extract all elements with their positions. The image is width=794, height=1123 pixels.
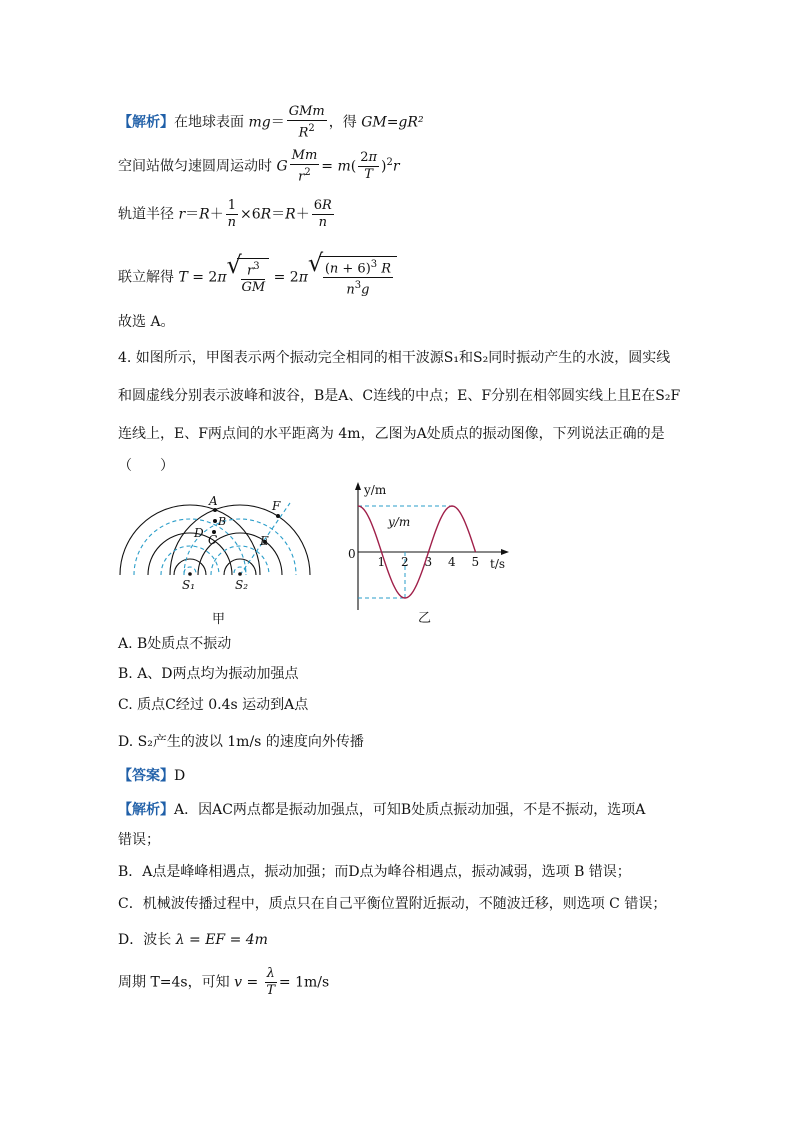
label-S1: S₁	[182, 578, 196, 592]
analysis-tag-2: 【解析】	[118, 802, 174, 818]
analysis-d2-eq: = 1m/s	[278, 974, 330, 991]
figure-jia	[112, 485, 317, 635]
analysis-d2: 周期 T=4s，可知	[118, 974, 230, 991]
prev-analysis-line-3: 轨道半径 r＝R＋ $\frac{1}{n}$ ×6R＝R＋ $\frac{6R}{n}$	[118, 198, 332, 230]
answer-value: D	[174, 768, 186, 784]
tick-label-1: 1	[377, 555, 386, 569]
option-d: D. S₂产生的波以 1m/s 的速度向外传播	[118, 734, 364, 750]
question-line-3: 连线上，E、F两点间的水平距离为 4m，乙图为A处质点的振动图像，下列说法正确的是	[118, 426, 665, 442]
label-S2: S₂	[235, 578, 249, 592]
yi-ylabel: y/m	[364, 483, 387, 497]
analysis-b: B．A点是峰峰相遇点，振动加强；而D点为峰谷相遇点，振动减弱，选项 B 错误；	[118, 864, 631, 880]
label-D: D	[194, 526, 204, 540]
prev-l1-result: GM=gR²	[361, 114, 424, 131]
caption-jia: 甲	[212, 612, 226, 627]
analysis-a2: 错误；	[118, 832, 160, 848]
option-c: C. 质点C经过 0.4s 运动到A点	[118, 697, 309, 713]
prev-l2-text: 空间站做匀速圆周运动时	[118, 158, 272, 175]
yi-xlabel: t/s	[490, 557, 506, 571]
label-A: A	[209, 494, 218, 508]
label-C: C	[208, 533, 218, 547]
prev-analysis-line-5: 故选 A。	[118, 314, 175, 330]
answer-tag: 【答案】	[118, 768, 174, 784]
analysis-d1: D．波长	[118, 932, 172, 948]
tick-label-2: 2	[401, 555, 409, 569]
label-B: B	[218, 515, 227, 528]
prev-analysis-line-1: 【解析】在地球表面 mg＝ $\frac{\text{GMm}}{R^2}$ ，得 GM=gR²	[118, 104, 424, 141]
analysis-line-d1	[118, 930, 268, 950]
figure-yi	[338, 480, 513, 630]
tick-label-4: 4	[448, 555, 456, 569]
prev-l4-text: 联立解得	[118, 269, 174, 286]
prev-l3-text: 轨道半径	[118, 206, 174, 223]
analysis-tag: 【解析】	[118, 114, 174, 131]
tick-label-5: 5	[471, 555, 480, 569]
answer-line	[118, 766, 185, 786]
prev-analysis-line-4: 联立解得 T = 2π √ $\frac{r^3}{GM}$ = 2π √ $\frac{(n + 6)^3 R}{n^3g}$	[118, 256, 397, 299]
analysis-line-d2: 周期 T=4s，可知 v = $\frac{\lambda}{T}$ = 1m/s	[118, 966, 330, 998]
analysis-a1: A．因AC两点都是振动加强点，可知B处质点振动加强，不是不振动，选项A	[174, 802, 646, 818]
option-b: B. A、D两点均为振动加强点	[118, 666, 299, 682]
analysis-line-a1	[118, 800, 645, 820]
question-line-1: 4. 如图所示，甲图表示两个振动完全相同的相干波源S₁和S₂同时振动产生的水波，圆实线	[118, 350, 671, 366]
label-F: F	[272, 499, 281, 513]
yi-origin: 0	[348, 547, 356, 561]
prev-l1-get: ，得	[328, 114, 357, 131]
tick-label-3: 3	[424, 555, 433, 569]
prev-analysis-line-2: 空间站做匀速圆周运动时 G $\frac{Mm}{r^2}$ = m( $\frac{2\pi}{T}$ )$^2$r	[118, 148, 400, 185]
analysis-c: C．机械波传播过程中，质点只在自己平衡位置附近振动，不随波迁移，则选项 C 错误；	[118, 896, 667, 912]
analysis-d1-eq: λ = EF = 4m	[175, 932, 268, 948]
label-E: E	[260, 534, 269, 548]
option-a: A. B处质点不振动	[118, 636, 232, 652]
question-line-2: 和圆虚线分别表示波峰和波谷，B是A、C连线的中点；E、F分别在相邻圆实线上且E在S₂F	[118, 388, 681, 404]
caption-yi: 乙	[418, 611, 432, 626]
prev-l1-text: 在地球表面	[174, 114, 244, 131]
yi-ylabel-inner: y/m	[388, 515, 411, 529]
question-line-4: （ ）	[118, 458, 174, 474]
